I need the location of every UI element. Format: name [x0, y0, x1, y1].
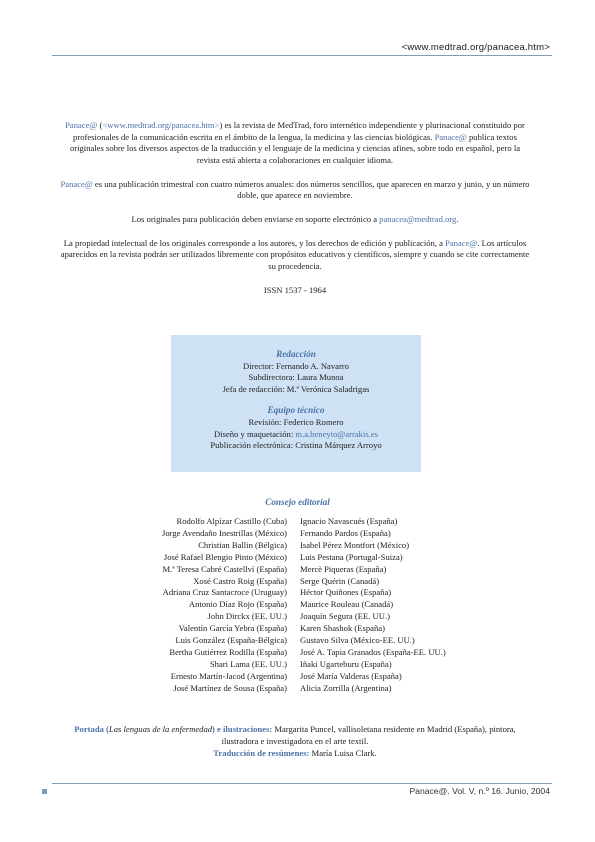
brand-name: Panace@ [65, 120, 98, 130]
intro-text: publica textos originales sobre los diversos aspectos de la traducción y el lenguaje de la medicina y ciencias afines, sobre todo en español, pero la revista está abierta a colaboraciones en cualquier idioma. [69, 131, 521, 165]
consejo-member: Serge Quérin (Canadá) [300, 575, 380, 586]
intro-text: Los originales para publicación deben enviarse en soporte electrónico a [131, 213, 380, 224]
email-link[interactable]: panacea@medtrad.org [379, 213, 457, 224]
consejo-member: José Martínez de Sousa (España) [173, 682, 287, 693]
consejo-member: Héctor Quiñones (España) [300, 587, 392, 598]
redaccion-title: Redacción [276, 349, 316, 359]
consejo-member: Mercè Piqueras (España) [300, 563, 387, 574]
portada-text: Margarita Puncel, vallisoletana residente en Madrid (España), pintora, ilustradora e investigadora en el arte textil. [221, 724, 516, 746]
credits [60, 724, 530, 759]
director: Director: Fernando A. Navarro [243, 360, 349, 371]
intro-text: La propiedad intelectual de los originales corresponde a los autores, y los derechos de edición y publicación, a [63, 237, 446, 248]
jefa-redaccion: Jefa de redacción: M.ª Verónica Saladrigas [222, 383, 370, 394]
diseno-maquetacion [171, 429, 421, 441]
consejo-member: Antonio Díaz Rojo (España) [188, 599, 287, 610]
consejo-member: Jorge Avendaño Inestrillas (México) [162, 527, 287, 538]
consejo-member: Isabel Pérez Montfort (México) [300, 539, 410, 550]
consejo-member: Adriana Cruz Santacroce (Uruguay) [162, 587, 287, 598]
consejo-member: Fernando Pardos (España) [300, 527, 391, 538]
consejo-member: Maurice Rouleau (Canadá) [300, 599, 394, 610]
intro-paragraph-3 [60, 214, 530, 226]
consejo-right-column [300, 516, 446, 695]
consejo-member: M.ª Teresa Cabré Castellví (España) [162, 563, 287, 574]
consejo-member: José Rafael Blengio Pinto (México) [163, 551, 287, 562]
consejo-title: Consejo editorial [265, 497, 330, 507]
portada-mid: ) e ilustraciones: [212, 724, 273, 734]
intro-section [60, 120, 530, 308]
diseno-email-link[interactable]: m.a.beneyto@arrakis.es [295, 428, 378, 439]
consejo-member: John Dirckx (EE. UU.) [207, 611, 287, 622]
portada-label: Portada [74, 724, 104, 734]
site-link[interactable]: <www.medtrad.org/panacea.htm> [102, 120, 220, 130]
consejo-member: José María Valderas (España) [300, 670, 402, 681]
diseno-label: Diseño y maquetación: [214, 428, 296, 439]
consejo-member: Joaquín Segura (EE. UU.) [300, 611, 390, 622]
brand-name: Panace@ [445, 237, 478, 248]
consejo-member: Ignacio Navascués (España) [300, 516, 398, 526]
traduccion-label: Traducción de resúmenes: [213, 747, 310, 758]
consejo-member: Christian Ballin (Bélgica) [198, 539, 287, 550]
publicacion-electronica: Publicación electrónica: Cristina Márquez Arroyo [210, 440, 382, 451]
brand-name: Panace@ [434, 131, 467, 142]
equipo-tecnico-title: Equipo técnico [267, 405, 325, 416]
intro-paragraph-1 [60, 120, 530, 166]
intro-text: . [456, 213, 459, 224]
consejo-member: Luis Pestana (Portugal-Suiza) [300, 551, 403, 562]
footer-text: Panace@. Vol. V, n.º 16. Junio, 2004 [409, 786, 550, 796]
consejo-member: Bertha Gutiérrez Rodilla (España) [169, 646, 287, 657]
consejo-member: Rodolfo Alpízar Castillo (Cuba) [176, 516, 287, 526]
footer-rule [52, 783, 552, 784]
footer-square-icon [42, 789, 47, 794]
subdirectora: Subdirectora: Laura Munoa [248, 372, 344, 383]
header-rule [52, 55, 552, 56]
intro-text: ) es la revista de MedTrad, foro internético independiente y plurinacional constituido por profesionales de la comunicación escrita en el ámbito de la lengua, la medicina y las ciencias biológicas. [73, 120, 525, 142]
spacer [171, 395, 421, 405]
consejo-member: Iñaki Ugarteburu (España) [300, 658, 392, 669]
intro-text: es una publicación trimestral con cuatro números anuales: dos números sencillos, que aparecen en marzo y junio, y un número doble, que aparece en noviembre. [92, 178, 530, 201]
consejo-member: Xosé Castro Roig (España) [193, 575, 287, 586]
portada-title: Las lenguas de la enfermedad [108, 724, 213, 734]
consejo-member: Valentín García Yebra (España) [178, 623, 287, 634]
portada-paren: ( [103, 724, 109, 734]
consejo-member: Alicia Zorrilla (Argentina) [300, 682, 392, 693]
header-url: <www.medtrad.org/panacea.htm> [401, 42, 550, 53]
intro-text: . Los artículos aparecidos en la revista podrán ser utilizados libremente con propósitos educativos y científicos, siempre y cuando se cite correctamente su procedencia. [60, 237, 530, 271]
consejo-member: Karen Shashok (España) [300, 623, 385, 634]
brand-name: Panace@ [60, 178, 93, 189]
consejo-member: José A. Tapia Granados (España-EE. UU.) [300, 646, 446, 657]
consejo-member: Luis González (España-Bélgica) [175, 635, 287, 646]
intro-paragraph-4 [60, 238, 530, 273]
traduccion-text: María Luisa Clark. [309, 747, 377, 758]
consejo-left-column [162, 516, 287, 695]
intro-paragraph-2 [60, 179, 530, 202]
consejo-member: Shari Lama (EE. UU.) [209, 658, 287, 669]
intro-text: ( [97, 120, 103, 130]
redaccion-box [171, 335, 421, 472]
consejo-member: Gustavo Silva (México-EE. UU.) [300, 635, 415, 646]
consejo-member: Ernesto Martín-Jacod (Argentina) [170, 670, 287, 681]
revision: Revisión: Federico Romero [248, 416, 344, 427]
issn: ISSN 1537 - 1964 [263, 284, 327, 295]
